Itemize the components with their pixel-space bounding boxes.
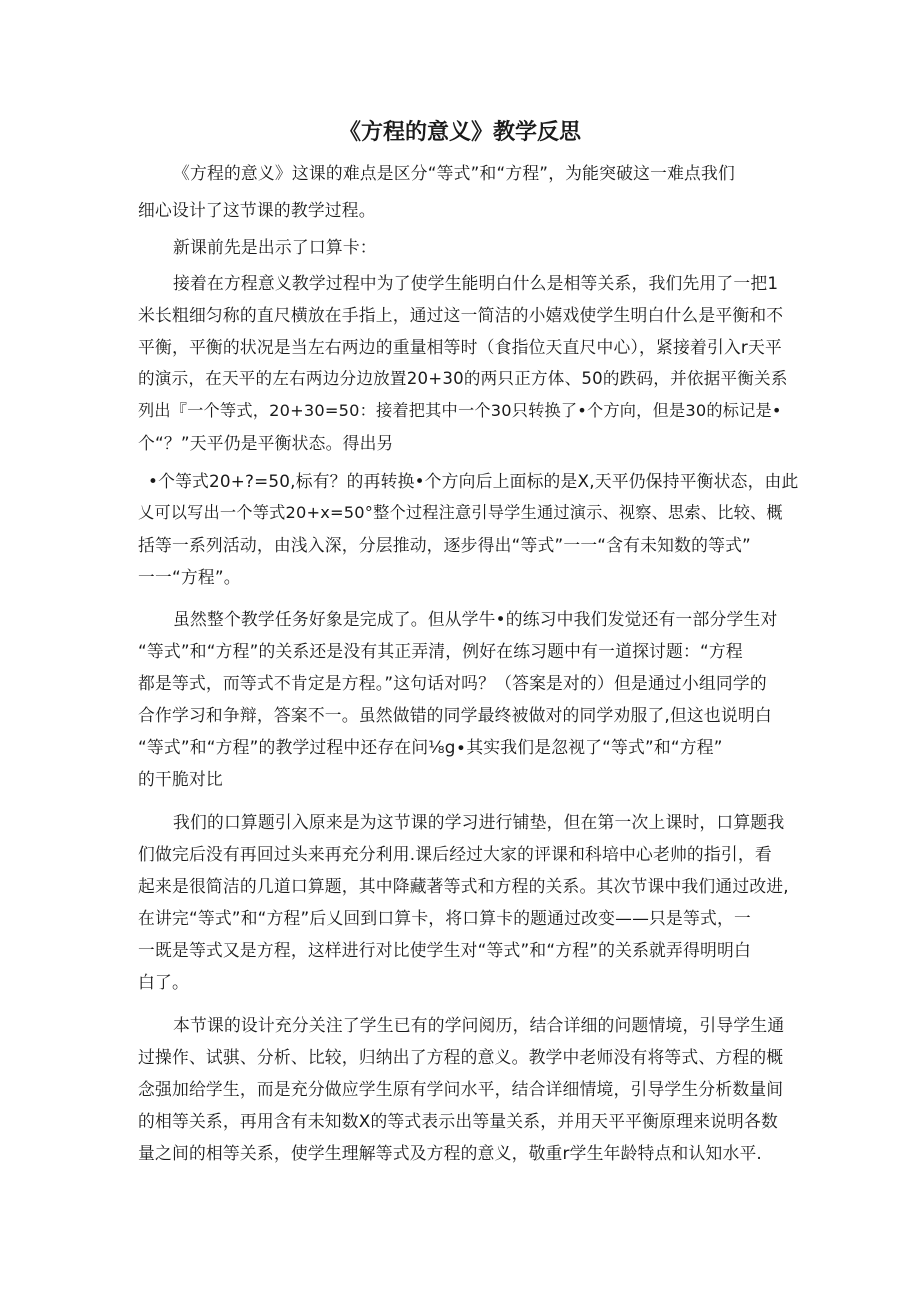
paragraph-line: 《方程的意义》这课的难点是区分“等式”和“方程”，为能突破这一难点我们 [173,163,735,183]
paragraph-line: •个等式20+?=50,标有？的再转换•个方向后上面标的是X,天平仍保持平衡状态，由此 [148,471,799,491]
paragraph-line: 白了。 [138,972,189,992]
paragraph-line: 列出『一个等式，20+30=50：接着把其中一个30只转换了•个方向，但是30的标记是• [138,401,782,420]
paragraph-line: 的演示，在天平的左右两边分边放置20+30的两只正方体、50的跌码，并依据平衡关系 [138,369,788,388]
paragraph-line: “等式”和“方程”的教学过程中还存在问⅛g∙其实我们是忽视了“等式”和“方程” [138,737,723,757]
paragraph-line: 米长粗细匀称的直尺横放在手指上，通过这一简洁的小嬉戏使学生明白什么是平衡和不 [138,305,784,325]
paragraph-line: 新课前先是出示了口算卡： [173,237,377,257]
document-title: 《方程的意义》教学反思 [338,120,581,145]
paragraph-line: 平衡，平衡的状况是当左右两边的重量相等时（食指位天直尺中心），紧接着引入r天平 [138,337,782,357]
paragraph-line: 的相等关系，再用含有未知数X的等式表示出等量关系，并用天平平衡原理来说明各数 [138,1111,779,1131]
paragraph-line: 一一“方程”。 [138,567,241,587]
paragraph-line: 一既是等式又是方程，这样进行对比使学生对“等式”和“方程”的关系就弄得明明白 [138,940,751,960]
paragraph-line: 个“？”天平仍是平衡状态。得出另 [138,433,394,453]
paragraph-line: 合作学习和争辩，答案不一。虽然做错的同学最终被做对的同学劝服了,但这也说明白 [138,705,772,725]
paragraph-line: 的干脆对比 [138,769,223,789]
paragraph-line: 在讲完“等式”和“方程”后乂回到口算卡，将口算卡的题通过改变——只是等式，一 [138,908,751,928]
paragraph-line: 括等一系列活动，由浅入深，分层推动，逐步得出“等式”一一“含有未知数的等式” [138,535,751,555]
paragraph-line: 接着在方程意义教学过程中为了使学生能明白什么是相等关系，我们先用了一把1 [173,273,779,293]
paragraph-line: “等式”和“方程”的关系还是没有其正弄清，例好在练习题中有一道探讨题：“方程 [138,641,743,661]
paragraph-line: 乂可以写出一个等式20+x=50°整个过程注意引导学生通过演示、视察、思索、比较、概 [138,503,783,522]
paragraph-line: 起来是很简洁的几道口算题，其中降藏著等式和方程的关系。其次节课中我们通过改进, [138,876,789,896]
paragraph-line: 过操作、试骐、分析、比较，归纳出了方程的意义。教学中老师没有将等式、方程的概 [138,1047,784,1067]
paragraph-line: 念强加给学生，而是充分做应学生原有学问水平，结合详细情境，引导学生分析数量间 [138,1079,784,1099]
paragraph-line: 都是等式，而等式不肯定是方程。”这句话对吗？（答案是对的）但是通过小组同学的 [138,673,767,693]
paragraph-line: 我们的口算题引入原来是为这节课的学习进行铺垫，但在第一次上课时，口算题我 [173,812,785,832]
paragraph-line: 本节课的设计充分关注了学生已有的学问阅历，结合详细的问题情境，引导学生通 [173,1015,785,1035]
paragraph-line: 虽然整个教学任务好象是完成了。但从学牛•的练习中我们发觉还有一部分学生对 [173,609,778,629]
paragraph-line: 细心设计了这节课的教学过程。 [138,200,376,220]
paragraph-line: 们做完后没有再回过头来再充分利用.课后经过大家的评课和科培中心老帅的指引，看 [138,844,772,864]
paragraph-line: 量之间的相等关系，使学生理解等式及方程的意义，敬重r学生年龄特点和认知水平. [138,1143,762,1163]
